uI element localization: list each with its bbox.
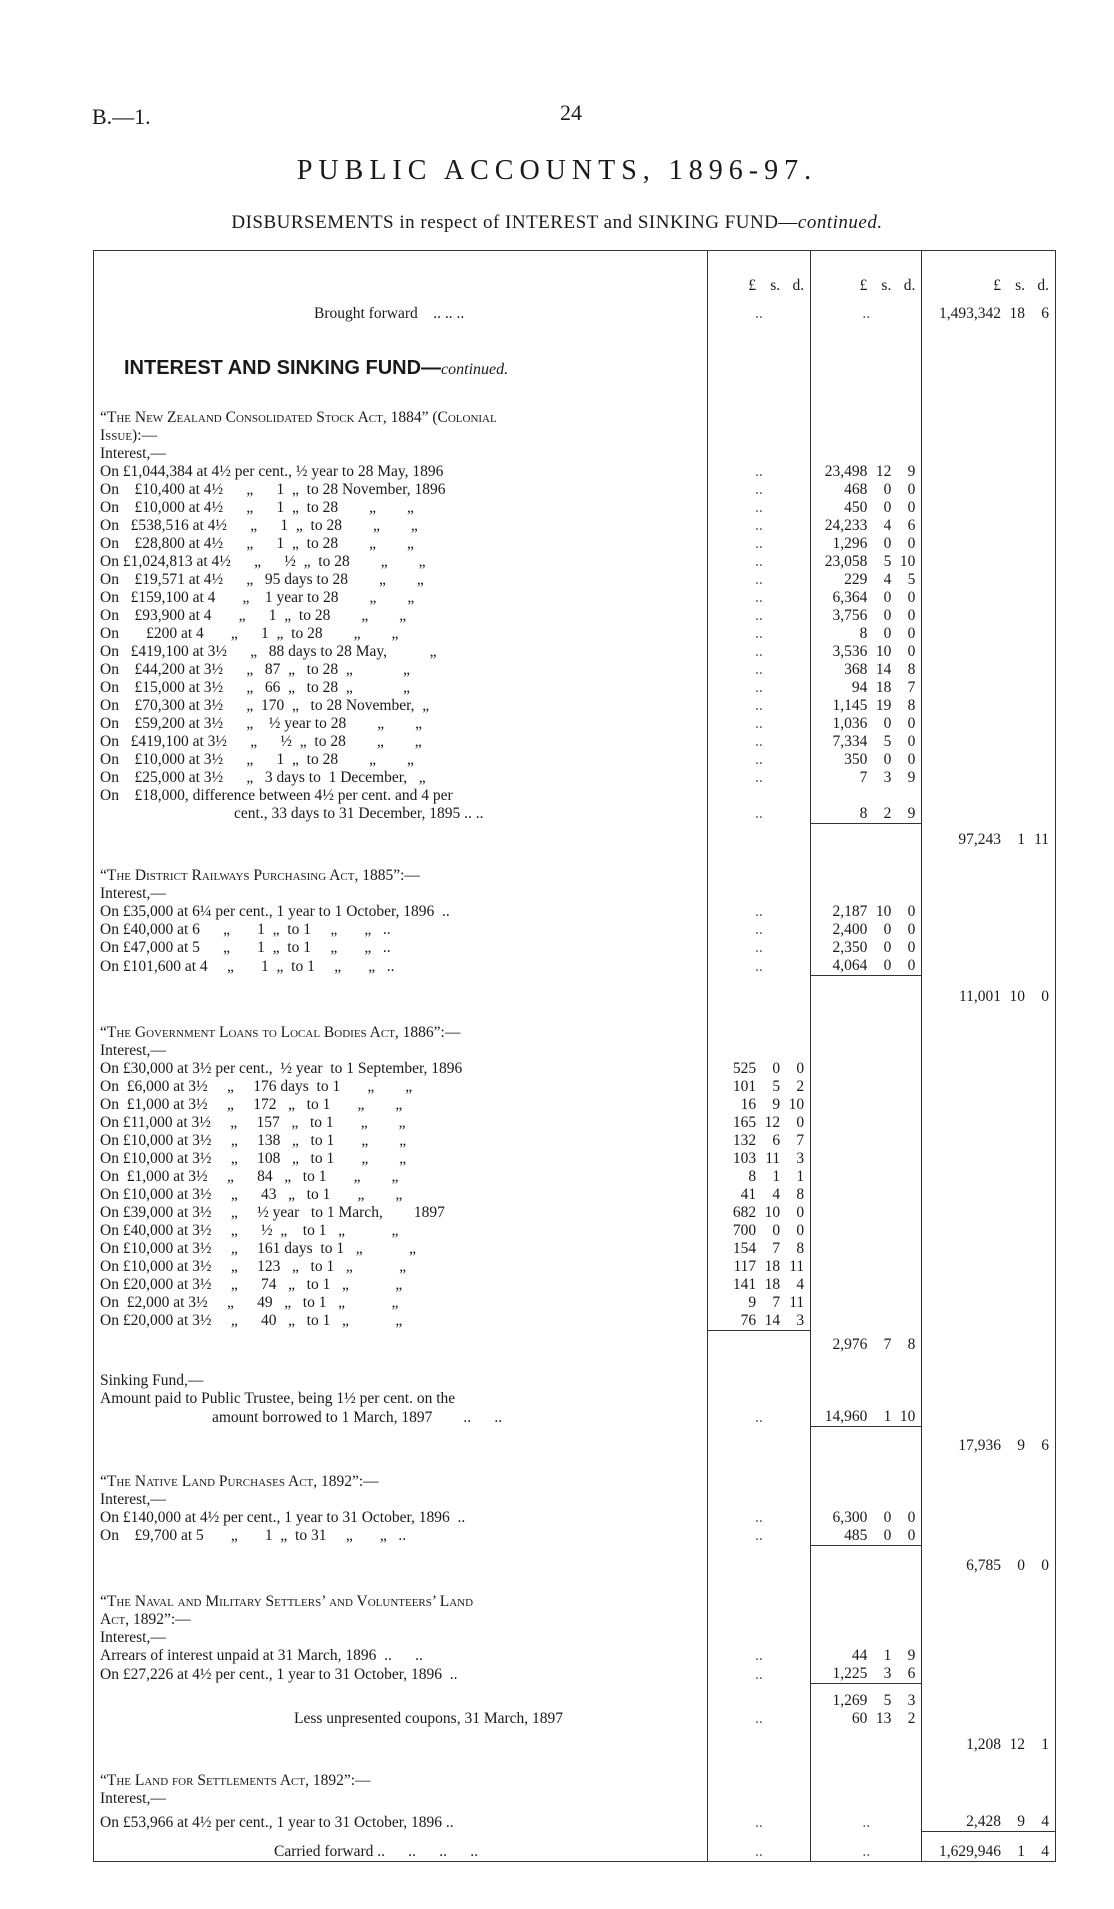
naval-subtotal: 1,269 5 3 [94, 1684, 1056, 1710]
govt-act-interest-row: On £10,000 at 3½ „ 43 „ to 1 „ „ 41 4 8 [94, 1186, 1056, 1204]
district-act-interest-row: On £35,000 at 6¼ per cent., 1 year to 1 October, 1896 .. .. 2,187 10 0 [94, 903, 1056, 921]
naval-less-row: Less unpresented coupons, 31 March, 1897 .. 60 13 2 [94, 1710, 1056, 1728]
govt-act-interest-row: On £2,000 at 3½ „ 49 „ to 1 „ „ 9 7 11 [94, 1294, 1056, 1312]
document-ref: B.—1. [92, 104, 151, 129]
settlements-act-interest-label: Interest,— [94, 1790, 1056, 1808]
ledger-table [93, 250, 1056, 1862]
carried-forward-row: Carried forward .. .. .. .. .. .. 1,629,946 1 4 [94, 1832, 1056, 1862]
settlements-act-title: “The Land for Settlements Act, 1892”:— [94, 1772, 1056, 1790]
govt-act-interest-label: Interest,— [94, 1042, 1056, 1060]
naval-act-interest-row: On £27,226 at 4½ per cent., 1 year to 31 October, 1896 .. .. 1,225 3 6 [94, 1665, 1056, 1684]
nz-act-interest-row: On £15,000 at 3½ „ 66 „ to 28 „ „ .. 94 18 7 [94, 679, 1056, 697]
sinking-fund-label: Sinking Fund,— [94, 1372, 1056, 1390]
govt-act-interest-row: On £30,000 at 3½ per cent., ½ year to 1 September, 1896 525 0 0 [94, 1060, 1056, 1078]
nz-act-interest-row: On £1,024,813 at 4½ „ ½ „ to 28 „ „ .. 23,058 5 10 [94, 553, 1056, 571]
govt-act-interest-row: On £10,000 at 3½ „ 108 „ to 1 „ „ 103 11 3 [94, 1150, 1056, 1168]
naval-act-interest-row: Arrears of interest unpaid at 31 March, 1896 .. .. .. 44 1 9 [94, 1647, 1056, 1665]
nz-act-interest-row: On £10,000 at 4½ „ 1 „ to 28 „ „ .. 450 0 0 [94, 499, 1056, 517]
district-act-interest-row: On £47,000 at 5 „ 1 „ to 1 „ „ .. .. 2,350 0 0 [94, 939, 1056, 957]
nz-act-interest-row: On £419,100 at 3½ „ ½ „ to 28 „ „ .. 7,334 5 0 [94, 733, 1056, 751]
nz-act-interest-row: On £10,000 at 3½ „ 1 „ to 28 „ „ .. 350 0 0 [94, 751, 1056, 769]
district-act-interest-row: On £40,000 at 6 „ 1 „ to 1 „ „ .. .. 2,400 0 0 [94, 921, 1056, 939]
column-header-row: £ s. d. £ s. d. £ s. d. [94, 251, 1056, 295]
nz-act-interest-row: On £70,300 at 3½ „ 170 „ to 28 November, „ .. 1,145 19 8 [94, 697, 1056, 715]
govt-act-interest-row: On £20,000 at 3½ „ 40 „ to 1 „ „ 76 14 3 [94, 1312, 1056, 1331]
naval-act-title-cont: Act, 1892”:— [94, 1611, 1056, 1629]
nz-act-interest-row: On £200 at 4 „ 1 „ to 28 „ „ .. 8 0 0 [94, 625, 1056, 643]
naval-act-interest-label: Interest,— [94, 1629, 1056, 1647]
nz-act-interest-label: Interest,— [94, 445, 1056, 463]
naval-act-total: 1,208 12 1 [94, 1728, 1056, 1754]
page-subtitle: DISBURSEMENTS in respect of INTEREST and SINKING FUND—continued. [231, 212, 883, 233]
nz-act-interest-row: On £538,516 at 4½ „ 1 „ to 28 „ „ .. 24,233 4 6 [94, 517, 1056, 535]
nz-act-interest-row: On £19,571 at 4½ „ 95 days to 28 „ „ .. 229 4 5 [94, 571, 1056, 589]
page-title: PUBLIC ACCOUNTS, 1896-97. [296, 155, 818, 186]
govt-act-interest-row: On £10,000 at 3½ „ 161 days to 1 „ „ 154 7 8 [94, 1240, 1056, 1258]
govt-act-total: 17,936 9 6 [94, 1427, 1056, 1455]
settlements-act-row: On £53,966 at 4½ per cent., 1 year to 31 October, 1896 .. .. .. 2,428 9 4 [94, 1808, 1056, 1832]
native-act-total: 6,785 0 0 [94, 1545, 1056, 1575]
page-number: 24 [560, 100, 582, 125]
nz-act-interest-row: On £25,000 at 3½ „ 3 days to 1 December, „ .. 7 3 9 [94, 769, 1056, 787]
nz-act-interest-row: On £1,044,384 at 4½ per cent., ½ year to 28 May, 1896 .. 23,498 12 9 [94, 463, 1056, 481]
govt-act-interest-row: On £40,000 at 3½ „ ½ „ to 1 „ „ 700 0 0 [94, 1222, 1056, 1240]
section-heading: INTEREST AND SINKING FUND—continued. [94, 353, 1056, 379]
nz-act-total: 97,243 1 11 [94, 823, 1056, 849]
nz-act-interest-row: On £10,400 at 4½ „ 1 „ to 28 November, 1896 .. 468 0 0 [94, 481, 1056, 499]
brought-forward-row: Brought forward .. .. .. .. .. 1,493,342 18 6 [94, 295, 1056, 323]
native-act-title: “The Native Land Purchases Act, 1892”:— [94, 1473, 1056, 1491]
nz-act-interest-row: On £28,800 at 4½ „ 1 „ to 28 „ „ .. 1,296 0 0 [94, 535, 1056, 553]
nz-act-title-cont: Issue):— [94, 427, 1056, 445]
govt-act-interest-row: On £10,000 at 3½ „ 123 „ to 1 „ „ 117 18 11 [94, 1258, 1056, 1276]
district-act-total: 11,001 10 0 [94, 976, 1056, 1006]
nz-act-last-line1: On £18,000, difference between 4½ per cent. and 4 per [94, 787, 1056, 805]
sinking-line2: amount borrowed to 1 March, 1897 .. .. .. 14,960 1 10 [94, 1408, 1056, 1427]
nz-act-interest-row: On £59,200 at 3½ „ ½ year to 28 „ „ .. 1,036 0 0 [94, 715, 1056, 733]
native-act-interest-label: Interest,— [94, 1491, 1056, 1509]
district-act-interest-row: On £101,600 at 4 „ 1 „ to 1 „ „ .. .. 4,064 0 0 [94, 957, 1056, 976]
nz-act-last-line2: cent., 33 days to 31 December, 1895 .. .. .. 8 2 9 [94, 805, 1056, 824]
district-act-interest-label: Interest,— [94, 885, 1056, 903]
govt-act-interest-row: On £10,000 at 3½ „ 138 „ to 1 „ „ 132 6 7 [94, 1132, 1056, 1150]
native-act-interest-row: On £140,000 at 4½ per cent., 1 year to 31 October, 1896 .. .. 6,300 0 0 [94, 1509, 1056, 1527]
govt-act-interest-row: On £6,000 at 3½ „ 176 days to 1 „ „ 101 5 2 [94, 1078, 1056, 1096]
govt-act-interest-row: On £39,000 at 3½ „ ½ year to 1 March, 1897 682 10 0 [94, 1204, 1056, 1222]
govt-act-interest-row: On £20,000 at 3½ „ 74 „ to 1 „ „ 141 18 4 [94, 1276, 1056, 1294]
nz-act-interest-row: On £93,900 at 4 „ 1 „ to 28 „ „ .. 3,756 0 0 [94, 607, 1056, 625]
nz-act-interest-row: On £419,100 at 3½ „ 88 days to 28 May, „ .. 3,536 10 0 [94, 643, 1056, 661]
naval-act-title: “The Naval and Military Settlers’ and Volunteers’ Land [94, 1593, 1056, 1611]
govt-act-title: “The Government Loans to Local Bodies Act, 1886”:— [94, 1024, 1056, 1042]
nz-act-title: “The New Zealand Consolidated Stock Act, 1884” (Colonial [94, 409, 1056, 427]
govt-interest-total: 2,976 7 8 [94, 1330, 1056, 1354]
nz-act-interest-row: On £159,100 at 4 „ 1 year to 28 „ „ .. 6,364 0 0 [94, 589, 1056, 607]
nz-act-interest-row: On £44,200 at 3½ „ 87 „ to 28 „ „ .. 368 14 8 [94, 661, 1056, 679]
govt-act-interest-row: On £11,000 at 3½ „ 157 „ to 1 „ „ 165 12 0 [94, 1114, 1056, 1132]
native-act-interest-row: On £9,700 at 5 „ 1 „ to 31 „ „ .. .. 485 0 0 [94, 1527, 1056, 1546]
district-act-title: “The District Railways Purchasing Act, 1885”:— [94, 867, 1056, 885]
sinking-line1: Amount paid to Public Trustee, being 1½ per cent. on the [94, 1390, 1056, 1408]
govt-act-interest-row: On £1,000 at 3½ „ 84 „ to 1 „ „ 8 1 1 [94, 1168, 1056, 1186]
govt-act-interest-row: On £1,000 at 3½ „ 172 „ to 1 „ „ 16 9 10 [94, 1096, 1056, 1114]
